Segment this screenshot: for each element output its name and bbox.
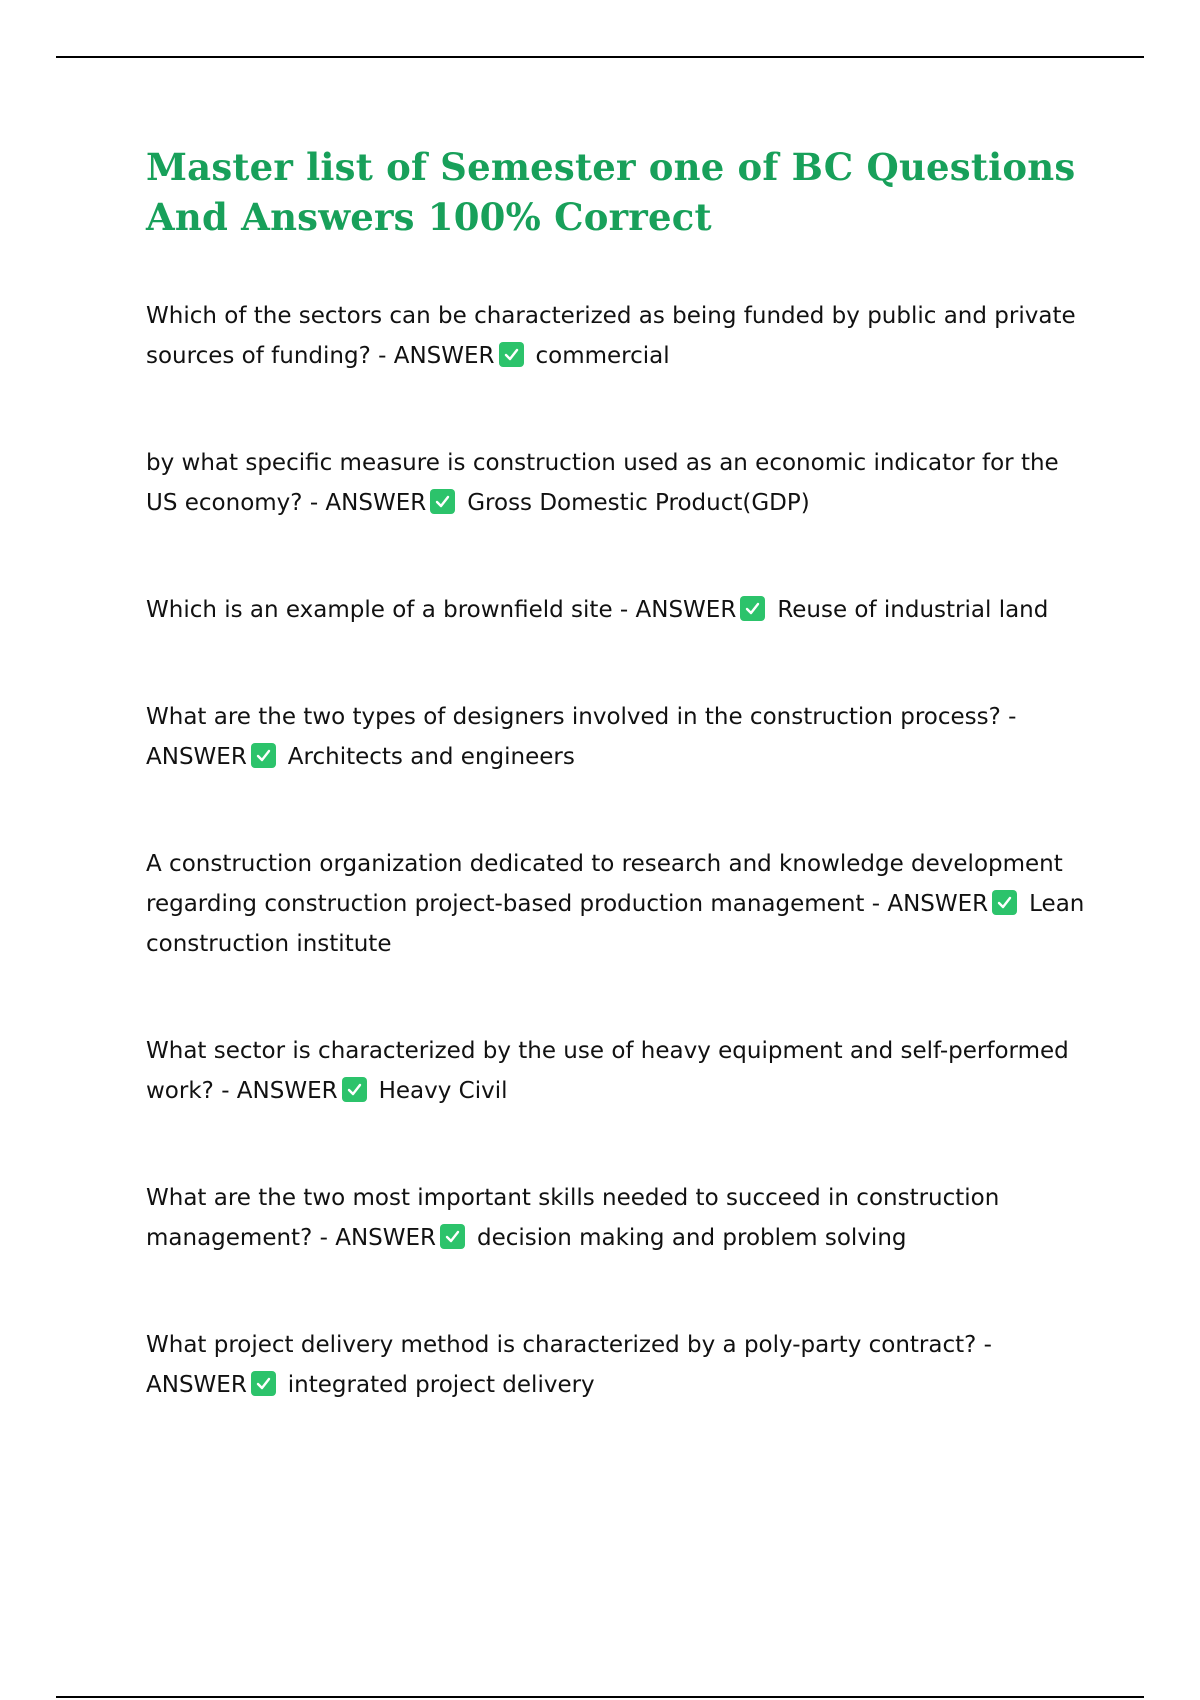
qa-item (146, 697, 1096, 777)
qa-item (146, 296, 1096, 376)
check-icon (251, 743, 276, 768)
answer-text: Gross Domestic Product(GDP) (467, 490, 810, 516)
question-text: Which of the sectors can be characterized as being funded by public and private sources of funding? (146, 303, 1076, 369)
question-text: Which is an example of a brownfield site (146, 597, 613, 623)
check-icon (251, 1371, 276, 1396)
answer-text: Architects and engineers (287, 744, 575, 770)
check-icon (430, 489, 455, 514)
check-icon (992, 890, 1017, 915)
answer-text: Heavy Civil (378, 1078, 508, 1104)
qa-item (146, 1031, 1096, 1111)
answer-text: decision making and problem solving (477, 1225, 907, 1251)
document-body (146, 142, 1096, 1405)
check-icon (342, 1077, 367, 1102)
question-text: What project delivery method is characterized by a poly-party contract? (146, 1332, 977, 1358)
answer-marker: - ANSWER (378, 343, 495, 369)
qa-list (146, 296, 1096, 1405)
answer-marker: - ANSWER (146, 704, 1017, 770)
question-text: What sector is characterized by the use of heavy equipment and self-performed work? (146, 1038, 1069, 1104)
question-text: What are the two types of designers involved in the construction process? (146, 704, 1001, 730)
qa-item (146, 443, 1096, 523)
bottom-rule (56, 1696, 1144, 1698)
check-icon (740, 596, 765, 621)
answer-marker: - ANSWER (146, 1332, 992, 1398)
answer-marker: - ANSWER (221, 1078, 338, 1104)
qa-item (146, 1325, 1096, 1405)
check-icon (499, 342, 524, 367)
qa-item (146, 844, 1096, 964)
question-text: What are the two most important skills needed to succeed in construction management? (146, 1185, 1000, 1251)
answer-text: integrated project delivery (287, 1372, 595, 1398)
answer-marker: - ANSWER (319, 1225, 436, 1251)
qa-item (146, 590, 1096, 630)
top-rule (56, 56, 1144, 58)
answer-text: Reuse of industrial land (777, 597, 1049, 623)
answer-marker: - ANSWER (619, 597, 737, 623)
qa-item (146, 1178, 1096, 1258)
answer-marker: - ANSWER (309, 490, 427, 516)
answer-marker: - ANSWER (871, 891, 989, 917)
question-text: by what specific measure is construction used as an economic indicator for the US economy? (146, 450, 1059, 516)
answer-text: Lean construction institute (146, 891, 1085, 957)
answer-text: commercial (535, 343, 670, 369)
document-title: Master list of Semester one of BC Questions And Answers 100% Correct (146, 145, 1076, 239)
question-text: A construction organization dedicated to research and knowledge development regarding construction project-based production management (146, 851, 1063, 917)
check-icon (440, 1224, 465, 1249)
